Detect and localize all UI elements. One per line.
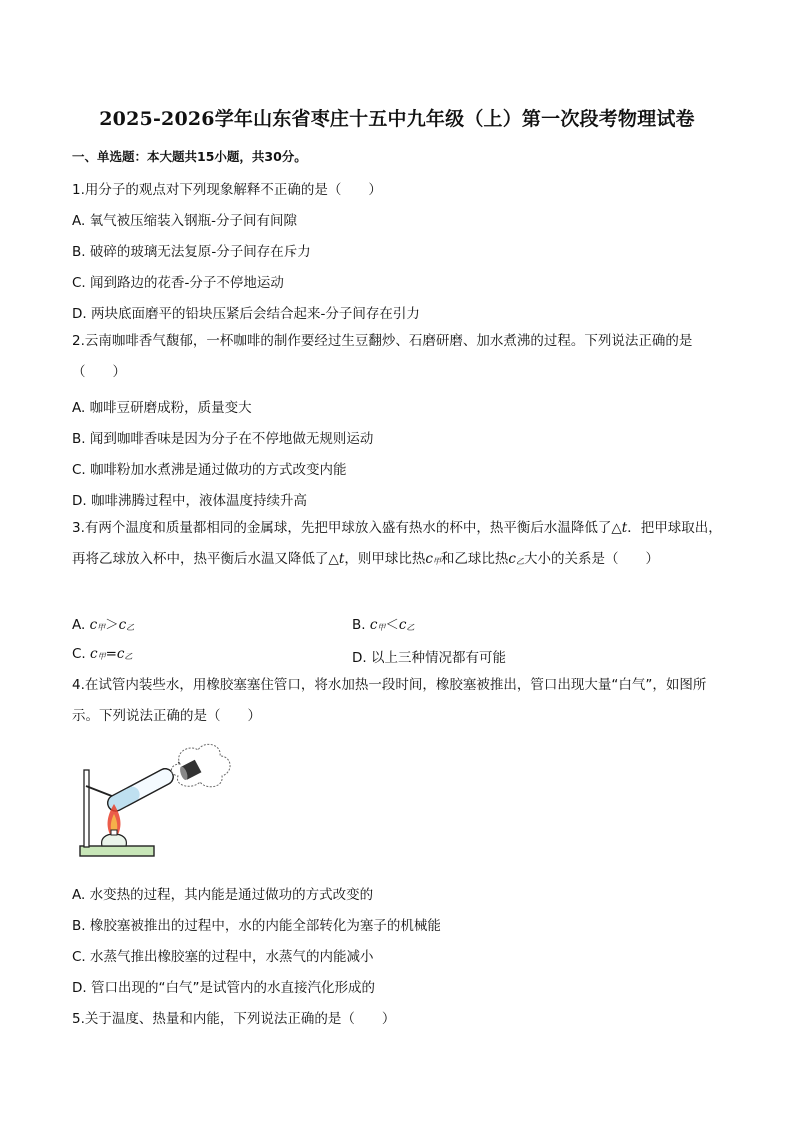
stand-rod xyxy=(84,770,89,847)
question-1-option-d: D. 两块底面磨平的铅块压紧后会结合起来-分子间存在引力 xyxy=(72,306,420,322)
question-3-option-b: B. c甲＜c乙 xyxy=(352,617,415,633)
question-4-option-a: A. 水变热的过程，其内能是通过做功的方式改变的 xyxy=(72,887,374,903)
section-heading: 一、单选题：本大题共15小题，共30分。 xyxy=(72,149,307,164)
question-3-stem: 3.有两个温度和质量都相同的金属球，先把甲球放入盛有热水的杯中，热平衡后水温降低了△t．把甲球取出，再将乙球放入杯中，热平衡后水温又降低了△t，则甲球比热c甲和乙球比热c乙大小的关系是（ ） xyxy=(72,520,722,567)
question-3-option-a: A. c甲＞c乙 xyxy=(72,617,135,633)
question-2-option-a: A. 咖啡豆研磨成粉，质量变大 xyxy=(72,400,252,416)
question-2-stem: 2.云南咖啡香气馥郁，一杯咖啡的制作要经过生豆翻炒、石磨研磨、加水煮沸的过程。下列说法正确的是（ ） xyxy=(72,333,693,380)
question-1-option-c: C. 闻到路边的花香-分子不停地运动 xyxy=(72,275,284,291)
page-title: 2025-2026学年山东省枣庄十五中九年级（上）第一次段考物理试卷 xyxy=(99,108,695,130)
question-2-option-b: B. 闻到咖啡香味是因为分子在不停地做无规则运动 xyxy=(72,431,374,447)
question-3-option-c: C. c甲=c乙 xyxy=(72,646,133,662)
question-4-stem: 4.在试管内装些水，用橡胶塞塞住管口，将水加热一段时间，橡胶塞被推出，管口出现大量“白气”，如图所示。下列说法正确的是（ ） xyxy=(72,677,707,724)
question-1-stem: 1.用分子的观点对下列现象解释不正确的是（ ） xyxy=(72,182,382,198)
lamp-neck xyxy=(111,830,117,835)
question-2-option-c: C. 咖啡粉加水煮沸是通过做功的方式改变内能 xyxy=(72,462,347,478)
question-1-option-a: A. 氧气被压缩装入钢瓶-分子间有间隙 xyxy=(72,213,297,229)
question-5-stem: 5.关于温度、热量和内能，下列说法正确的是（ ） xyxy=(72,1011,396,1027)
question-4-option-d: D. 管口出现的“白气”是试管内的水直接汽化形成的 xyxy=(72,980,375,996)
question-1-option-b: B. 破碎的玻璃无法复原-分子间存在斥力 xyxy=(72,244,311,260)
question-4-option-c: C. 水蒸气推出橡胶塞的过程中，水蒸气的内能减小 xyxy=(72,949,374,965)
white-vapour-cloud xyxy=(171,744,230,786)
stand-base xyxy=(80,846,154,856)
question-2-option-d: D. 咖啡沸腾过程中，液体温度持续升高 xyxy=(72,493,307,509)
test-tube-apparatus-figure xyxy=(74,742,234,860)
question-4-option-b: B. 橡胶塞被推出的过程中，水的内能全部转化为塞子的机械能 xyxy=(72,918,441,934)
alcohol-lamp xyxy=(102,834,127,846)
question-3-option-d: D. 以上三种情况都有可能 xyxy=(352,650,506,666)
